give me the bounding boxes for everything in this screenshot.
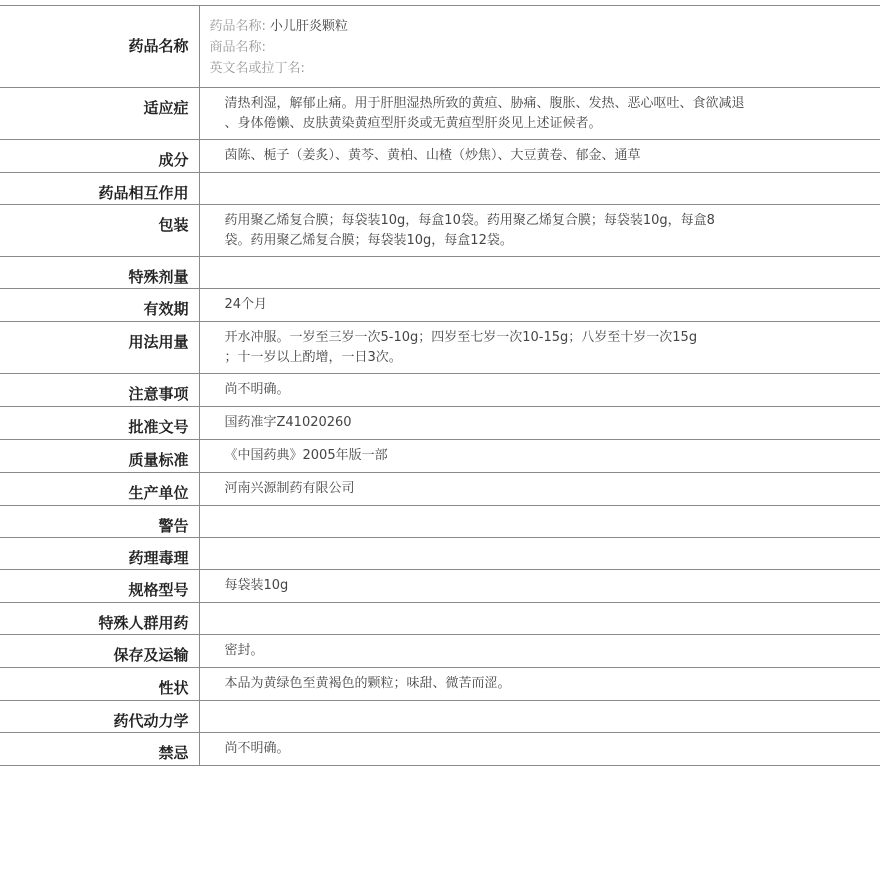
- row-value: 尚不明确。: [224, 382, 290, 397]
- row-label: 注意事项: [0, 374, 199, 407]
- row-label: 包装: [0, 205, 199, 257]
- drug-name-cell: [199, 6, 880, 88]
- row-value: [199, 538, 880, 570]
- drug-info-table: [0, 5, 880, 766]
- row-label: 保存及运输: [0, 635, 199, 668]
- row-drug-name: [0, 6, 880, 88]
- row-value: [199, 173, 880, 205]
- row-label: 用法用量: [0, 322, 199, 374]
- row-label: 适应症: [0, 88, 199, 140]
- row-label: 批准文号: [0, 407, 199, 440]
- row-value-line: ；十一岁以上酌增，一日3次。: [224, 350, 402, 365]
- row-value: 密封。: [224, 643, 264, 658]
- row-label: 成分: [0, 140, 199, 173]
- row-value: [199, 603, 880, 635]
- row-shelf-life: [0, 289, 880, 322]
- row-specification: [0, 570, 880, 603]
- row-pharmacology: [0, 538, 880, 570]
- row-special-dosage: [0, 257, 880, 289]
- row-value: 国药准字Z41020260: [224, 415, 352, 430]
- row-value-line: 药用聚乙烯复合膜；每袋装10g，每盒10袋。药用聚乙烯复合膜；每袋装10g，每盒8: [224, 213, 715, 228]
- row-label: 性状: [0, 668, 199, 701]
- drug-name-header: 药品名称: [0, 6, 199, 88]
- row-value: [199, 88, 880, 140]
- row-storage: [0, 635, 880, 668]
- row-value: [199, 205, 880, 257]
- row-packaging: [0, 205, 880, 257]
- row-value: [199, 257, 880, 289]
- row-description: [0, 668, 880, 701]
- row-value: 尚不明确。: [224, 741, 290, 756]
- row-label: 特殊剂量: [0, 257, 199, 289]
- row-contraindications: [0, 733, 880, 766]
- row-value-line: 清热利湿，解郁止痛。用于肝胆湿热所致的黄疸、胁痛、腹胀、发热、恶心呕吐、食欲减退: [224, 96, 745, 111]
- row-precautions: [0, 374, 880, 407]
- row-label: 规格型号: [0, 570, 199, 603]
- row-value: 茵陈、栀子（姜炙）、黄芩、黄柏、山楂（炒焦）、大豆黄卷、郁金、通草: [224, 148, 641, 163]
- row-value: 本品为黄绿色至黄褐色的颗粒；味甜、微苦而涩。: [224, 676, 511, 691]
- row-label: 生产单位: [0, 473, 199, 506]
- row-label: 药品相互作用: [0, 173, 199, 205]
- row-label: 禁忌: [0, 733, 199, 766]
- drug-name-label: 药品名称:: [209, 19, 266, 34]
- row-value-line: 、身体倦懒、皮肤黄染黄疸型肝炎或无黄疸型肝炎见上述证候者。: [224, 116, 602, 131]
- row-special-populations: [0, 603, 880, 635]
- row-label: 质量标准: [0, 440, 199, 473]
- row-value: [199, 701, 880, 733]
- drug-name-line: [210, 16, 880, 37]
- row-label: 警告: [0, 506, 199, 538]
- row-label: 特殊人群用药: [0, 603, 199, 635]
- row-ingredients: [0, 140, 880, 173]
- row-value: [199, 322, 880, 374]
- row-label: 药理毒理: [0, 538, 199, 570]
- row-interactions: [0, 173, 880, 205]
- row-label: 有效期: [0, 289, 199, 322]
- row-value-line: 开水冲服。一岁至三岁一次5-10g；四岁至七岁一次10-15g；八岁至十岁一次15g: [224, 330, 698, 345]
- row-value: 《中国药典》2005年版一部: [224, 448, 388, 463]
- drug-name-value: 小儿肝炎颗粒: [269, 19, 348, 34]
- row-value-line: 袋。药用聚乙烯复合膜；每袋装10g，每盒12袋。: [224, 233, 513, 248]
- row-value: 每袋装10g: [224, 578, 289, 593]
- row-approval-number: [0, 407, 880, 440]
- row-label: 药代动力学: [0, 701, 199, 733]
- row-value: 河南兴源制药有限公司: [224, 481, 355, 496]
- row-warning: [0, 506, 880, 538]
- english-name-label: 英文名或拉丁名:: [209, 61, 305, 76]
- row-indications: [0, 88, 880, 140]
- row-quality-standard: [0, 440, 880, 473]
- row-value: 24个月: [224, 297, 268, 312]
- row-value: [199, 506, 880, 538]
- brand-name-label: 商品名称:: [209, 40, 266, 55]
- row-pharmacokinetics: [0, 701, 880, 733]
- row-usage-dosage: [0, 322, 880, 374]
- row-manufacturer: [0, 473, 880, 506]
